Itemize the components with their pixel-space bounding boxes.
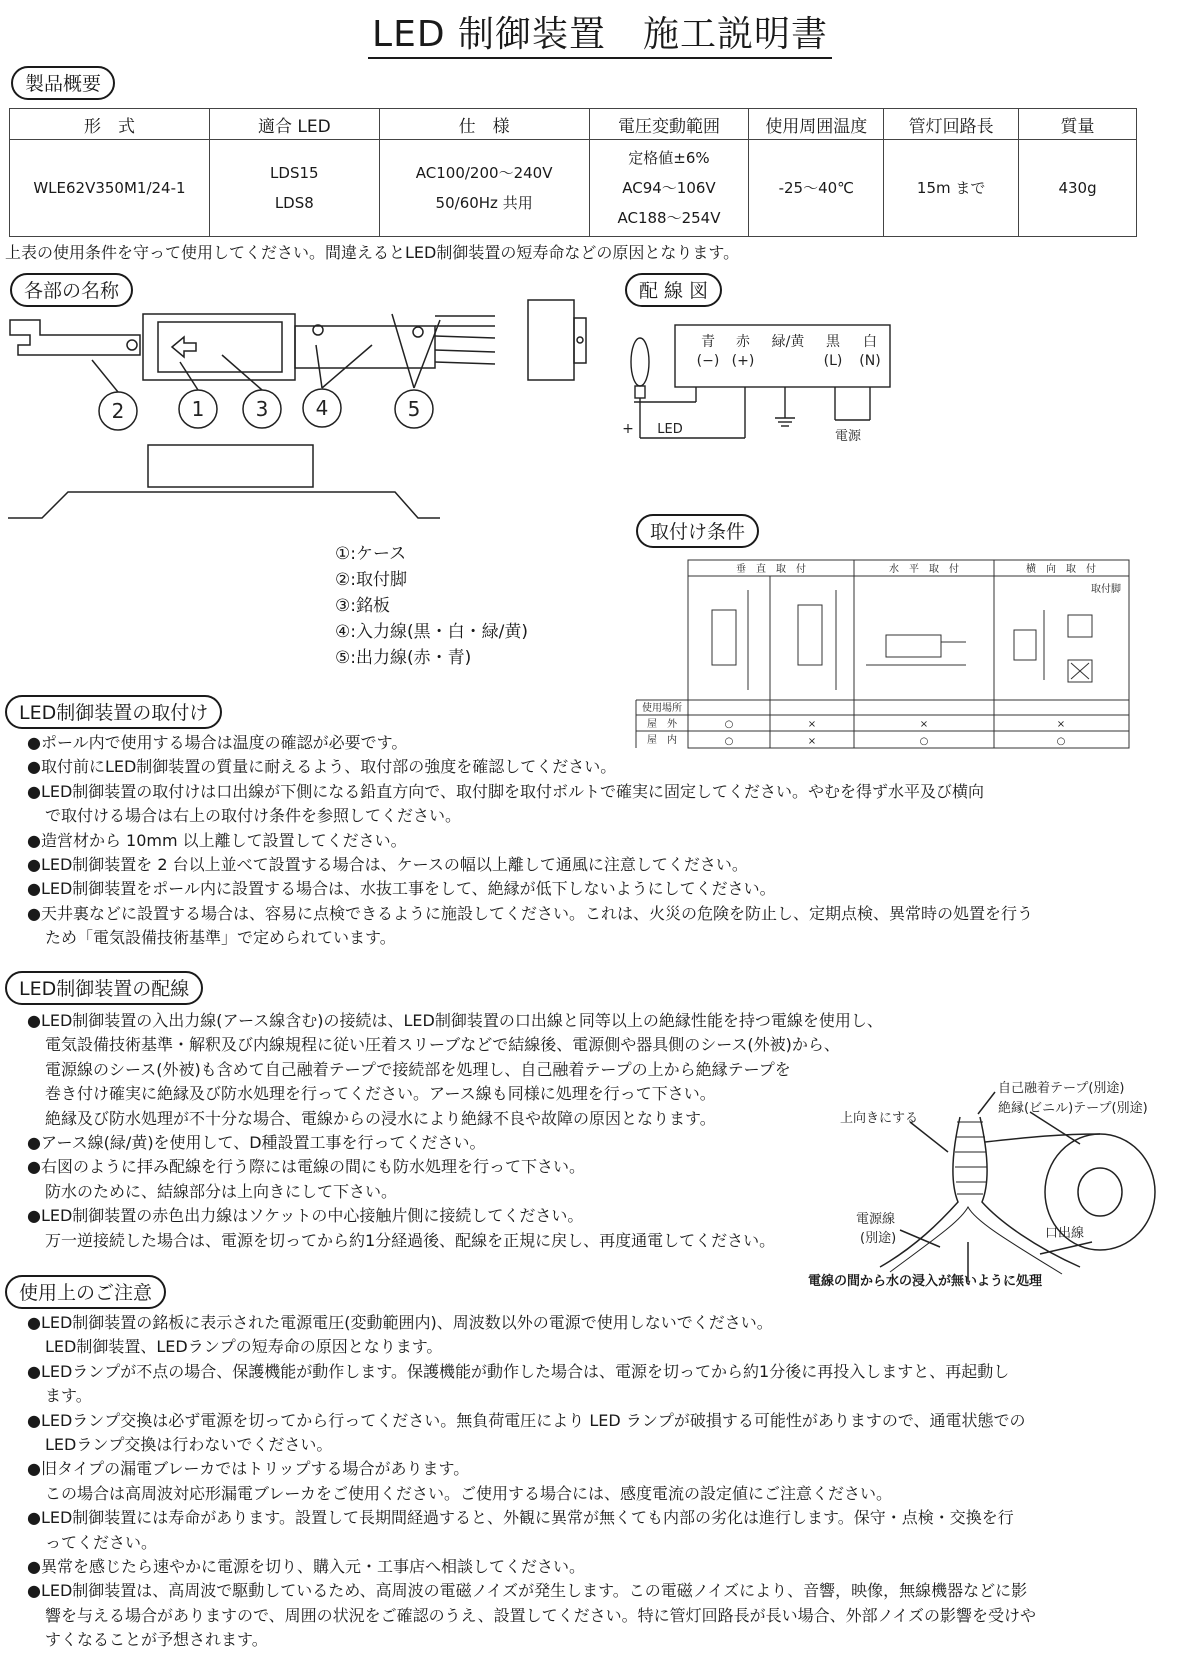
spec-header-model: 形 式 bbox=[10, 109, 210, 140]
spec-model: WLE62V350M1/24-1 bbox=[10, 140, 210, 237]
parts-list bbox=[335, 541, 528, 671]
instruction-line: ●LED制御装置の入出力線(アース線含む)の接続は、LED制御装置の口出線と同等以上の絶縁性能を持つ電線を使用し、 bbox=[27, 1011, 883, 1030]
instruction-line: 万一逆接続した場合は、電源を切ってから約1分経過後、配線を正規に戻し、再度通電してください。 bbox=[45, 1230, 776, 1250]
instruction-line: 電源線のシース(外被)も含めて自己融着テープで接続部を処理し、自己融着テープの上から絶縁テープを bbox=[45, 1059, 791, 1079]
instruction-line: 響を与える場合がありますので、周囲の状況をご確認のうえ、設置してください。特に管灯回路長が長い場合、外部ノイズの影響を受けや bbox=[45, 1605, 1037, 1625]
polarity-label: (N) bbox=[859, 353, 881, 369]
instruction-line: すくなることが予想されます。 bbox=[45, 1630, 268, 1650]
spec-header-mass: 質量 bbox=[1019, 109, 1137, 140]
spec-mass: 430g bbox=[1019, 140, 1137, 237]
instruction-line: ●LED制御装置には寿命があります。設置して長期間経過すると、外観に異常が無くても内部の劣化は進行します。保守・点検・交換を行 bbox=[27, 1508, 1014, 1528]
spec-header-temp: 使用周囲温度 bbox=[749, 109, 884, 140]
section-mount-conditions: 取付け条件 bbox=[636, 514, 759, 548]
wiring-instructions bbox=[27, 1009, 883, 1253]
page-title: LED 制御装置 施工説明書 bbox=[0, 6, 1200, 57]
terminal-label: 白 bbox=[863, 334, 877, 350]
parts-list-item: ⑤:出力線(赤・青) bbox=[335, 648, 472, 668]
table-note: 上表の使用条件を守って使用してください。間違えるとLED制御装置の短寿命などの原因となります。 bbox=[5, 243, 740, 262]
mounting-instructions bbox=[27, 731, 1033, 951]
part-number: 5 bbox=[407, 397, 421, 421]
instruction-line: ●LED制御装置の取付けは口出線が下側になる鉛直方向で、取付脚を取付ボルトで確実に固定してください。やむを得ず水平及び横向 bbox=[27, 781, 984, 801]
spec-header-range: 電圧変動範囲 bbox=[589, 109, 749, 140]
caution-instructions bbox=[27, 1311, 1036, 1653]
terminal-label: 黒 bbox=[826, 334, 840, 350]
instruction-line: ●LED制御装置をポール内に設置する場合は、水抜工事をして、絶縁が低下しないようにしてください。 bbox=[27, 879, 776, 899]
spec-temp: -25〜40℃ bbox=[749, 140, 884, 237]
instruction-line: 防水のために、結線部分は上向きにして下さい。 bbox=[45, 1181, 398, 1201]
spec-range: 定格値±6% AC94〜106V AC188〜254V bbox=[589, 140, 749, 237]
led-lamp-icon bbox=[631, 338, 649, 386]
instruction-line: ●LEDランプが不点の場合、保護機能が動作します。保護機能が動作した場合は、電源を切ってから約1分後に再投入しますと、再起動し bbox=[27, 1361, 1010, 1381]
spec-header-length: 管灯回路長 bbox=[884, 109, 1019, 140]
instruction-line: 絶縁及び防水処理が不十分な場合、電線からの浸水により絶縁不良や故障の原因となります。 bbox=[45, 1108, 716, 1128]
plus-label: + bbox=[622, 421, 634, 437]
condition-mark: ○ bbox=[919, 736, 929, 747]
section-overview: 製品概要 bbox=[11, 66, 115, 100]
arrow-icon bbox=[172, 337, 196, 357]
condition-mark: × bbox=[919, 719, 929, 730]
condition-mark: ○ bbox=[1056, 736, 1066, 747]
foot-label: 取付脚 bbox=[1091, 584, 1121, 595]
part-number: 2 bbox=[111, 399, 125, 423]
self-fusing-tape-label: 自己融着テープ(別途) bbox=[998, 1081, 1125, 1096]
instruction-line: ●LEDランプ交換は必ず電源を切ってから行ってください。無負荷電圧により LED ランプが破損する可能性がありますので、通電状態での bbox=[27, 1410, 1026, 1430]
place-label: 屋 外 bbox=[647, 719, 677, 730]
polarity-label: (+) bbox=[731, 353, 755, 369]
foot-side-shape bbox=[8, 492, 440, 518]
condition-header: 垂 直 取 付 bbox=[736, 564, 806, 575]
instruction-line: ●旧タイプの漏電ブレーカではトリップする場合があります。 bbox=[27, 1459, 470, 1479]
instruction-line: ●アース線(緑/黄)を使用して、D種設置工事を行ってください。 bbox=[27, 1133, 486, 1153]
foot-shape bbox=[10, 320, 140, 355]
section-parts: 各部の名称 bbox=[10, 273, 133, 307]
condition-mark: ○ bbox=[724, 736, 734, 747]
condition-mark: × bbox=[807, 736, 817, 747]
instruction-line: ●天井裏などに設置する場合は、容易に点検できるように施設してください。これは、火災の危険を防止し、定期点検、異常時の処置を行う bbox=[27, 903, 1033, 923]
parts-list-item: ④:入力線(黒・白・緑/黄) bbox=[335, 622, 528, 642]
tape-caption: 電線の間から水の浸入が無いように処理 bbox=[808, 1274, 1043, 1289]
spec-data-row bbox=[10, 140, 1137, 237]
condition-mark: ○ bbox=[724, 719, 734, 730]
case-shape bbox=[143, 314, 295, 380]
instruction-line: LEDランプ交換は行わないでください。 bbox=[45, 1435, 333, 1455]
parts-list-item: ①:ケース bbox=[335, 544, 407, 564]
vinyl-tape-label: 絶縁(ビニル)テープ(別途) bbox=[998, 1101, 1148, 1116]
place-label: 屋 内 bbox=[647, 735, 677, 746]
tape-figure bbox=[830, 1082, 1170, 1292]
condition-header: 横 向 取 付 bbox=[1026, 564, 1096, 575]
wiring-diagram bbox=[620, 320, 900, 450]
instruction-line: ●異常を感じたら速やかに電源を切り、購入元・工事店へ相談してください。 bbox=[27, 1557, 585, 1577]
part-number: 3 bbox=[255, 397, 269, 421]
section-wiring: LED制御装置の配線 bbox=[5, 971, 203, 1005]
power-line-label: 電源線 bbox=[856, 1212, 896, 1227]
instruction-line: ってください。 bbox=[45, 1532, 158, 1552]
nameplate-shape bbox=[158, 322, 282, 372]
instruction-line: ●ポール内で使用する場合は温度の確認が必要です。 bbox=[27, 733, 408, 752]
instruction-line: ●右図のように拝み配線を行う際には電線の間にも防水処理を行って下さい。 bbox=[27, 1157, 585, 1177]
spec-spec: AC100/200〜240V 50/60Hz 共用 bbox=[379, 140, 589, 237]
instruction-line: ます。 bbox=[45, 1386, 92, 1406]
mount-conditions-table bbox=[636, 560, 1130, 750]
spec-header-led: 適合 LED bbox=[209, 109, 379, 140]
polarity-label: (L) bbox=[823, 353, 843, 369]
condition-mark: × bbox=[1056, 719, 1066, 730]
instruction-line: ため「電気設備技術基準」で定められています。 bbox=[45, 928, 396, 948]
instruction-line: ●LED制御装置を 2 台以上並べて設置する場合は、ケースの幅以上離して通風に注意してください。 bbox=[27, 855, 748, 875]
condition-header: 水 平 取 付 bbox=[889, 564, 959, 575]
section-cautions: 使用上のご注意 bbox=[5, 1275, 166, 1309]
upward-label: 上向きにする bbox=[840, 1111, 919, 1126]
instruction-line: ●造営材から 10mm 以上離して設置してください。 bbox=[27, 830, 407, 850]
condition-mark: × bbox=[807, 719, 817, 730]
instruction-line: この場合は高周波対応形漏電ブレーカをご使用ください。ご使用する場合には、感度電流の設定値にご注意ください。 bbox=[45, 1483, 893, 1503]
case-side-shape bbox=[148, 445, 313, 487]
power-label: 電源 bbox=[834, 429, 862, 444]
spec-table bbox=[9, 108, 1137, 237]
parts-list-item: ③:銘板 bbox=[335, 596, 390, 616]
led-label: LED bbox=[657, 422, 683, 437]
parts-diagram bbox=[0, 300, 600, 550]
lead-label: 口出線 bbox=[1045, 1226, 1085, 1241]
part-number: 4 bbox=[315, 396, 329, 420]
parts-list-item: ②:取付脚 bbox=[335, 570, 407, 590]
power-line-note: (別途) bbox=[860, 1231, 897, 1246]
spec-header-row bbox=[10, 109, 1137, 140]
instruction-line: 電気設備技術基準・解釈及び内線規程に従い圧着スリーブなどで結線後、電源側や器具側のシース(外被)から、 bbox=[45, 1035, 840, 1055]
spec-length: 15m まで bbox=[884, 140, 1019, 237]
instruction-line: ●LED制御装置の赤色出力線はソケットの中心接触片側に接続してください。 bbox=[27, 1206, 584, 1226]
place-header: 使用場所 bbox=[642, 703, 682, 714]
screw-icon bbox=[127, 340, 137, 350]
polarity-label: (−) bbox=[696, 353, 720, 369]
side-view-shape bbox=[528, 300, 574, 380]
spec-led: LDS15 LDS8 bbox=[209, 140, 379, 237]
instruction-line: で取付ける場合は右上の取付け条件を参照してください。 bbox=[45, 806, 462, 826]
instruction-line: ●取付前にLED制御装置の質量に耐えるよう、取付部の強度を確認してください。 bbox=[27, 757, 617, 777]
terminal-label: 緑/黄 bbox=[771, 334, 805, 350]
section-mounting: LED制御装置の取付け bbox=[5, 695, 222, 729]
spec-header-spec: 仕 様 bbox=[379, 109, 589, 140]
instruction-line: ●LED制御装置の銘板に表示された電源電圧(変動範囲内)、周波数以外の電源で使用しないでください。 bbox=[27, 1313, 773, 1332]
instruction-line: LED制御装置、LEDランプの短寿命の原因となります。 bbox=[45, 1337, 443, 1357]
part-number: 1 bbox=[191, 397, 205, 421]
lead-wire-shape bbox=[980, 1117, 1080, 1267]
terminal-label: 青 bbox=[701, 334, 715, 350]
terminal-label: 赤 bbox=[736, 334, 750, 350]
section-wiring-diagram: 配 線 図 bbox=[625, 273, 722, 307]
instruction-line: 巻き付け確実に絶縁及び防水処理を行ってください。アース線も同様に処理を行って下さい。 bbox=[45, 1084, 716, 1104]
instruction-line: ●LED制御装置は、高周波で駆動しているため、高周波の電磁ノイズが発生します。この電磁ノイズにより、音響，映像，無線機器などに影 bbox=[27, 1581, 1028, 1601]
